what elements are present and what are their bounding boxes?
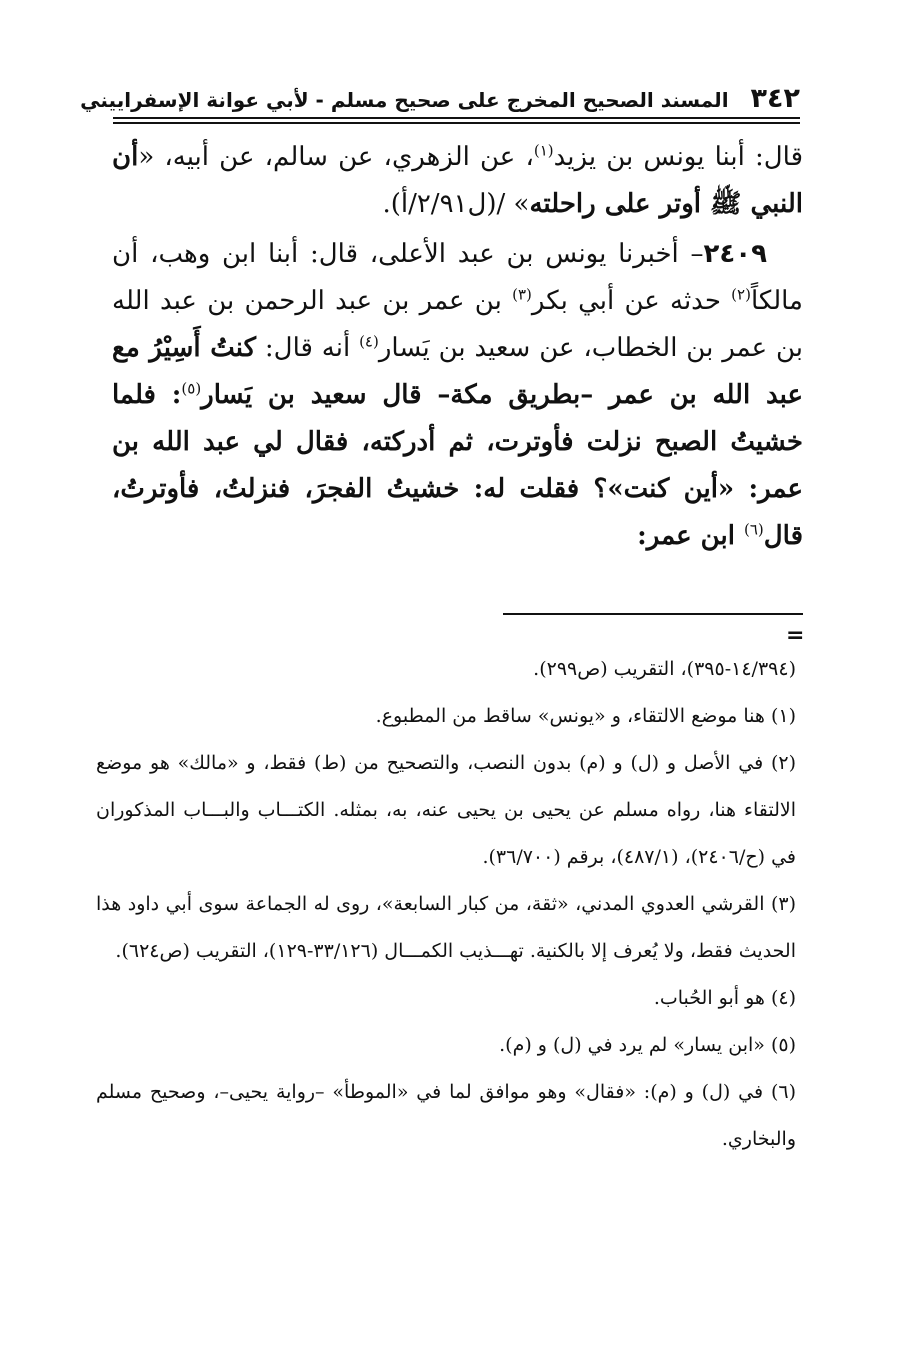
paragraph-1 xyxy=(112,134,803,228)
header-rule-bottom xyxy=(113,122,800,124)
main-text xyxy=(112,134,803,560)
text-span: بن عمر بن عبد الرحمن بن عبد الله بن عمر بن الخطاب، عن سعيد بن يَسار xyxy=(112,286,803,363)
footnote-ref: (٤) xyxy=(359,332,379,351)
footnote-3: (٣) القرشي العدوي المدني، «ثقة، من كبار السابعة»، روى له الجماعة سوى أبي داود هذا الحديث فقط، ولا يُعرف إلا بالكنية. تهـــذيب الكمـــال (٣٣/١٢٦-١٢٩)، التقريب (ص٦٢٤). xyxy=(96,893,796,962)
hadith-text-bold: كنتُ أَسِيْرُ مع عبد الله بن عمر –بطريق مكة– قال سعيد بن يَسار xyxy=(112,333,804,410)
footnote-ref: (٦) xyxy=(743,520,764,539)
text-span: – أخبرنا يونس بن عبد الأعلى، قال: أبنا ابن وهب، أن مالكاً xyxy=(112,239,803,316)
footnote-2: (٢) في الأصل و (ل) و (م) بدون النصب، والتصحيح من (ط) فقط، و «مالك» هو موضع الالتقاء هنا، رواه مسلم عن يحيى بن يحيى عنه، به، بمثله. الكتـــاب والبـــاب المذكوران في (ح/٢٤٠٦)، (٤٨٧/١)، برقم (٣٦/٧٠٠). xyxy=(96,752,796,868)
footnote-6: (٦) في (ل) و (م): «فقال» وهو موافق لما في «الموطأ» –رواية يحيى–، وصحيح مسلم والبخاري. xyxy=(96,1081,796,1150)
page-header xyxy=(80,78,800,114)
continuation-mark: = xyxy=(786,623,805,648)
text-span: ، عن الزهري، عن سالم، عن أبيه، « xyxy=(138,142,534,172)
footnote-5: (٥) «ابن يسار» لم يرد في (ل) و (م). xyxy=(499,1034,796,1056)
footnote-continuation: (١٤/٣٩٤-٣٩٥)، التقريب (ص٢٩٩). xyxy=(533,658,796,680)
hadith-text-bold: ابن عمر: xyxy=(637,521,744,551)
hadith-text-bold: أن النبي ﷺ أوتر على راحلته xyxy=(112,142,803,219)
page-number: ٣٤٢ xyxy=(750,83,800,114)
text-span: » /(ل٢/٩١/أ). xyxy=(382,189,530,219)
hadith-text-bold: : فلما خشيتُ الصبح نزلت فأوترت، ثم أدركته، فقال لي عبد الله بن عمر: «أين كنت»؟ فقلت له: خشيتُ الفجرَ، فنزلتُ، فأوترتُ، قال xyxy=(112,380,803,551)
running-title: المسند الصحيح المخرج على صحيح مسلم - لأبي عوانة الإسفراييني xyxy=(80,88,729,112)
text-span: حدثه عن أبي بكر xyxy=(531,286,732,316)
text-span: قال: أبنا يونس بن يزيد xyxy=(553,142,803,172)
footnote-ref: (١) xyxy=(533,141,554,160)
paragraph-2 xyxy=(112,231,803,560)
header-rule-top xyxy=(113,117,800,119)
footnote-ref: (٣) xyxy=(512,285,532,304)
text-span: أنه قال: xyxy=(256,333,360,363)
footnotes xyxy=(96,646,796,1163)
hadith-number: ٢٤٠٩ xyxy=(703,239,767,269)
footnote-1: (١) هنا موضع الالتقاء، و «يونس» ساقط من المطبوع. xyxy=(375,705,796,727)
footnote-ref: (٥) xyxy=(181,379,202,398)
footnote-4: (٤) هو أبو الحُباب. xyxy=(653,987,796,1009)
footnote-separator xyxy=(503,613,803,615)
footnote-ref: (٢) xyxy=(731,285,751,304)
